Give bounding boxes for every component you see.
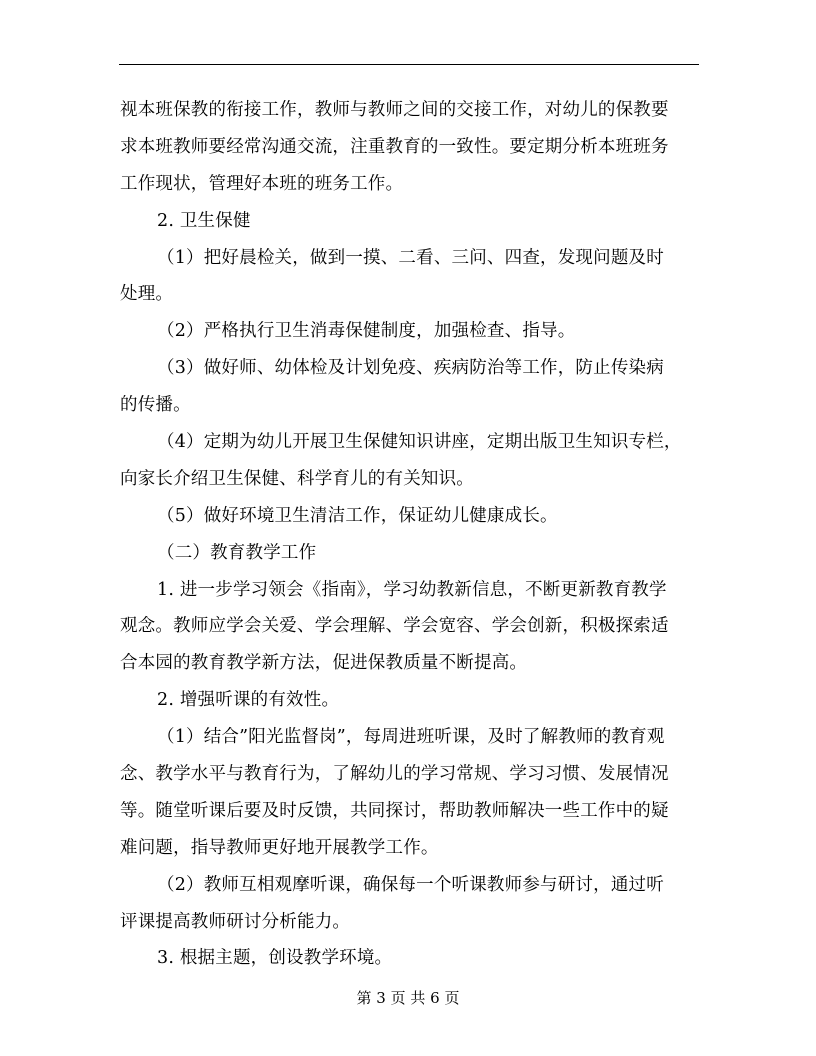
- text-line: （3）做好师、幼体检及计划免疫、疾病防治等工作，防止传染病: [157, 358, 664, 379]
- text-line: 工作现状，管理好本班的班务工作。: [120, 173, 404, 194]
- text-line: 观念。教师应学会关爱、学会理解、学会宽容、学会创新，积极探索适: [120, 616, 669, 637]
- text-line: 视本班保教的衔接工作，教师与教师之间的交接工作，对幼儿的保教要: [120, 100, 669, 120]
- text-line: 求本班教师要经常沟通交流，注重教育的一致性。要定期分析本班班务: [120, 136, 669, 157]
- page-number: 第 3 页 共 6 页: [356, 989, 460, 1007]
- text-line: 念、教学水平与教育行为，了解幼儿的学习常规、学习习惯、发展情况: [120, 764, 669, 785]
- section-heading: 2. 增强听课的有效性。: [157, 690, 340, 711]
- text-line: 等。随堂听课后要及时反馈，共同探讨，帮助教师解决一些工作中的疑: [120, 800, 669, 821]
- text-line: 的传播。: [120, 395, 191, 416]
- text-line: （2）严格执行卫生消毒保健制度，加强检查、指导。: [157, 321, 576, 342]
- text-line: 向家长介绍卫生保健、科学育儿的有关知识。: [120, 468, 474, 489]
- text-line: （1）结合”阳光监督岗”，每周进班听课，及时了解教师的教育观: [157, 727, 665, 748]
- text-line: 评课提高教师研讨分析能力。: [120, 911, 351, 932]
- text-line: 1. 进一步学习领会《指南》，学习幼教新信息，不断更新教育教学: [157, 579, 667, 600]
- text-line: （4）定期为幼儿开展卫生保健知识讲座，定期出版卫生知识专栏，: [157, 432, 682, 453]
- text-line: （2）教师互相观摩听课，确保每一个听课教师参与研讨，通过听: [157, 874, 664, 895]
- section-heading: 3. 根据主题，创设教学环境。: [157, 948, 393, 969]
- text-line: 难问题，指导教师更好地开展教学工作。: [120, 837, 439, 858]
- document-body: [120, 92, 698, 977]
- text-line: （5）做好环境卫生清洁工作，保证幼儿健康成长。: [157, 505, 558, 526]
- section-heading: 2. 卫生保健: [157, 210, 251, 231]
- section-heading: （二）教育教学工作: [157, 542, 317, 563]
- text-line: （1）把好晨检关，做到一摸、二看、三问、四查，发现问题及时: [157, 247, 664, 268]
- text-line: 处理。: [120, 284, 174, 305]
- text-line: 合本园的教育教学新方法，促进保教质量不断提高。: [120, 653, 528, 674]
- header-rule: [119, 64, 699, 65]
